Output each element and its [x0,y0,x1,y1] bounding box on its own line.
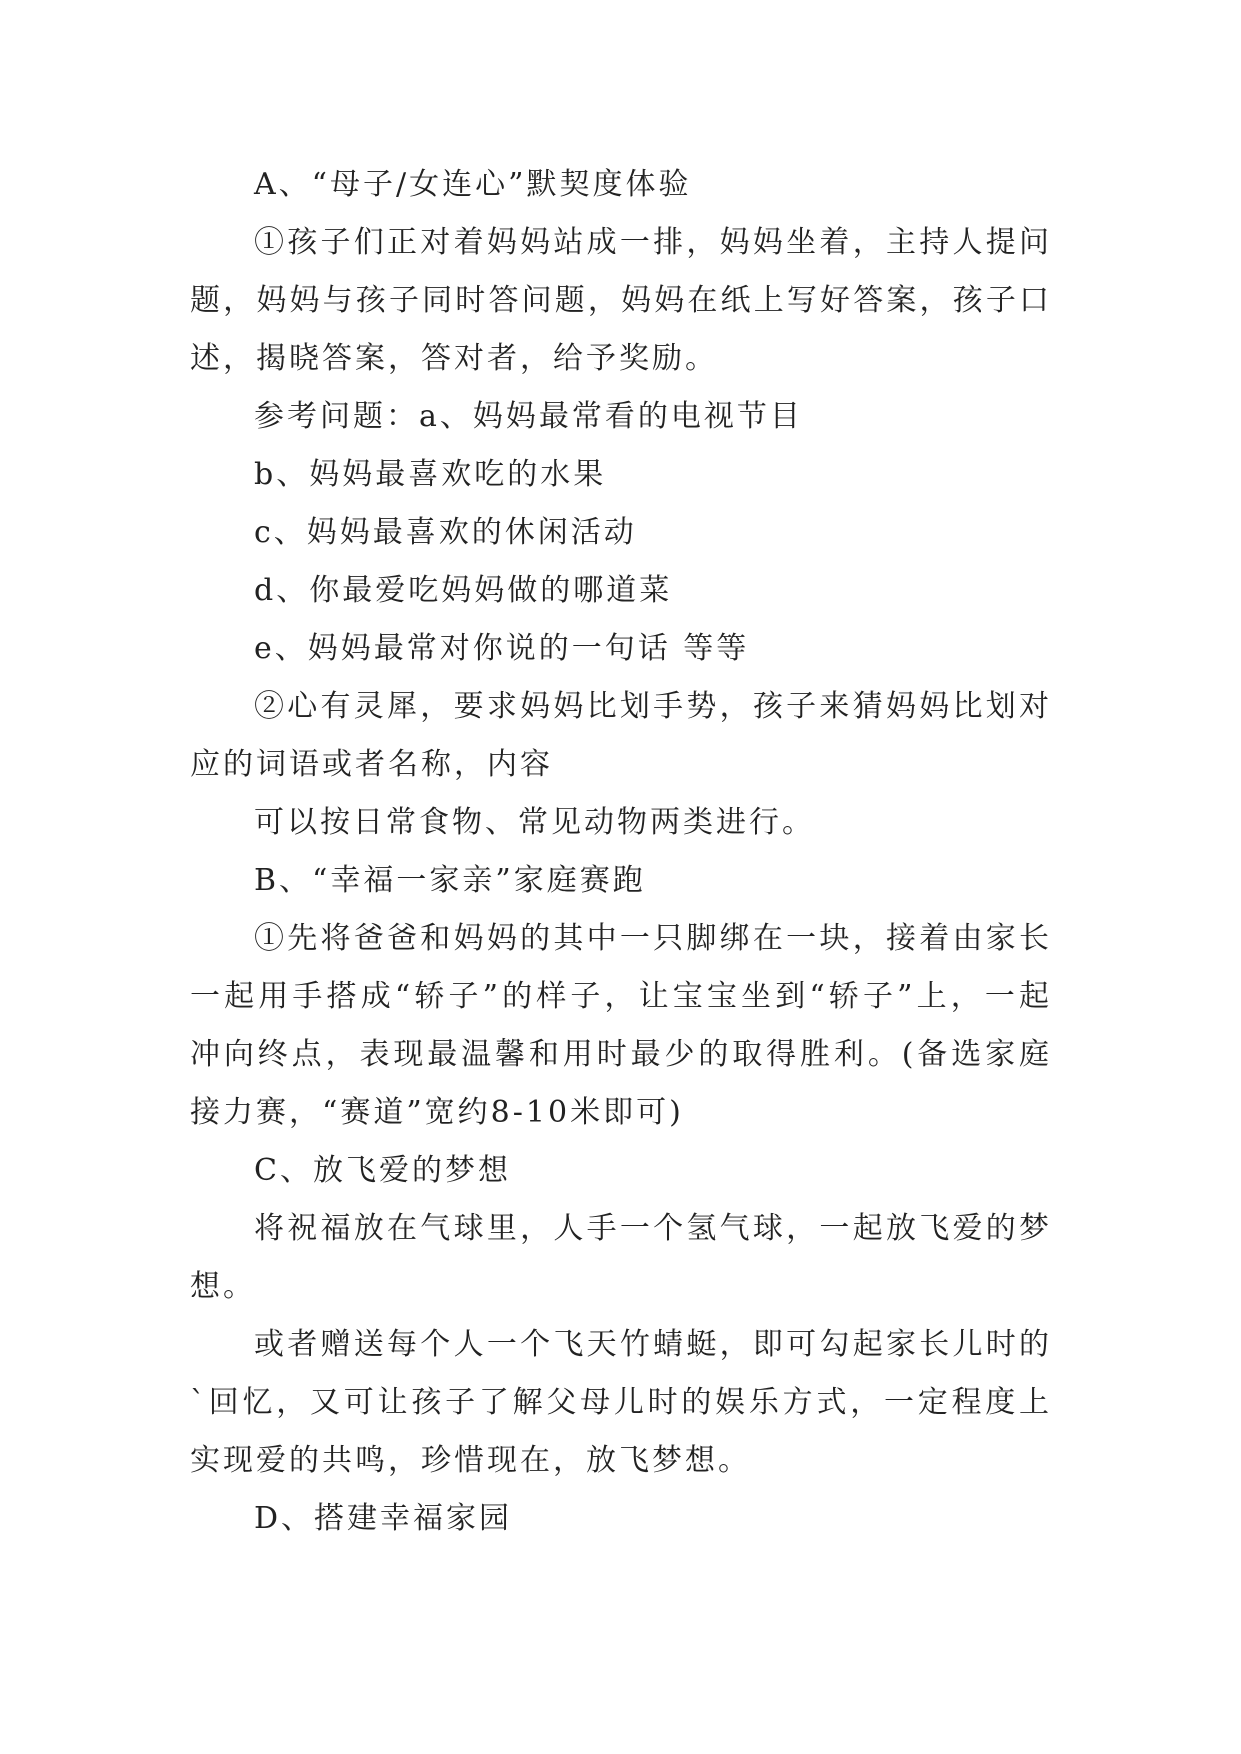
paragraph-a2-cont: 可以按日常食物、常见动物两类进行。 [254,805,815,840]
reference-question-e: e、妈妈最常对你说的一句话 等等 [254,631,750,666]
section-heading-d: D、搭建幸福家园 [254,1501,513,1536]
reference-question-a: 参考问题：a、妈妈最常看的电视节目 [254,399,803,434]
paragraph-c2: 或者赠送每个人一个飞天竹蜻蜓，即可勾起家长儿时的`回忆，又可让孩子了解父母儿时的娱乐方式，一定程度上实现爱的共鸣，珍惜现在，放飞梦想。 [190,1327,1052,1478]
paragraph-b1: ①先将爸爸和妈妈的其中一只脚绑在一块，接着由家长一起用手搭成“轿子”的样子，让宝宝坐到“轿子”上，一起冲向终点，表现最温馨和用时最少的取得胜利。(备选家庭接力赛，“赛道”宽约8-10米即可) [190,921,1052,1130]
section-heading-b: B、“幸福一家亲”家庭赛跑 [254,863,646,898]
paragraph-c1: 将祝福放在气球里，人手一个氢气球，一起放飞爱的梦想。 [190,1211,1052,1304]
reference-question-c: c、妈妈最喜欢的休闲活动 [254,515,637,550]
reference-question-d: d、你最爱吃妈妈做的哪道菜 [254,573,673,608]
section-heading-c: C、放飞爱的梦想 [254,1153,511,1188]
paragraph-a2: ②心有灵犀，要求妈妈比划手势，孩子来猜妈妈比划对应的词语或者名称，内容 [190,689,1052,782]
section-heading-a: A、“母子/女连心”默契度体验 [254,167,692,202]
document-body [190,156,1052,1548]
paragraph-a1: ①孩子们正对着妈妈站成一排，妈妈坐着，主持人提问题，妈妈与孩子同时答问题，妈妈在纸上写好答案，孩子口述，揭晓答案，答对者，给予奖励。 [190,225,1052,376]
reference-question-b: b、妈妈最喜欢吃的水果 [254,457,607,492]
